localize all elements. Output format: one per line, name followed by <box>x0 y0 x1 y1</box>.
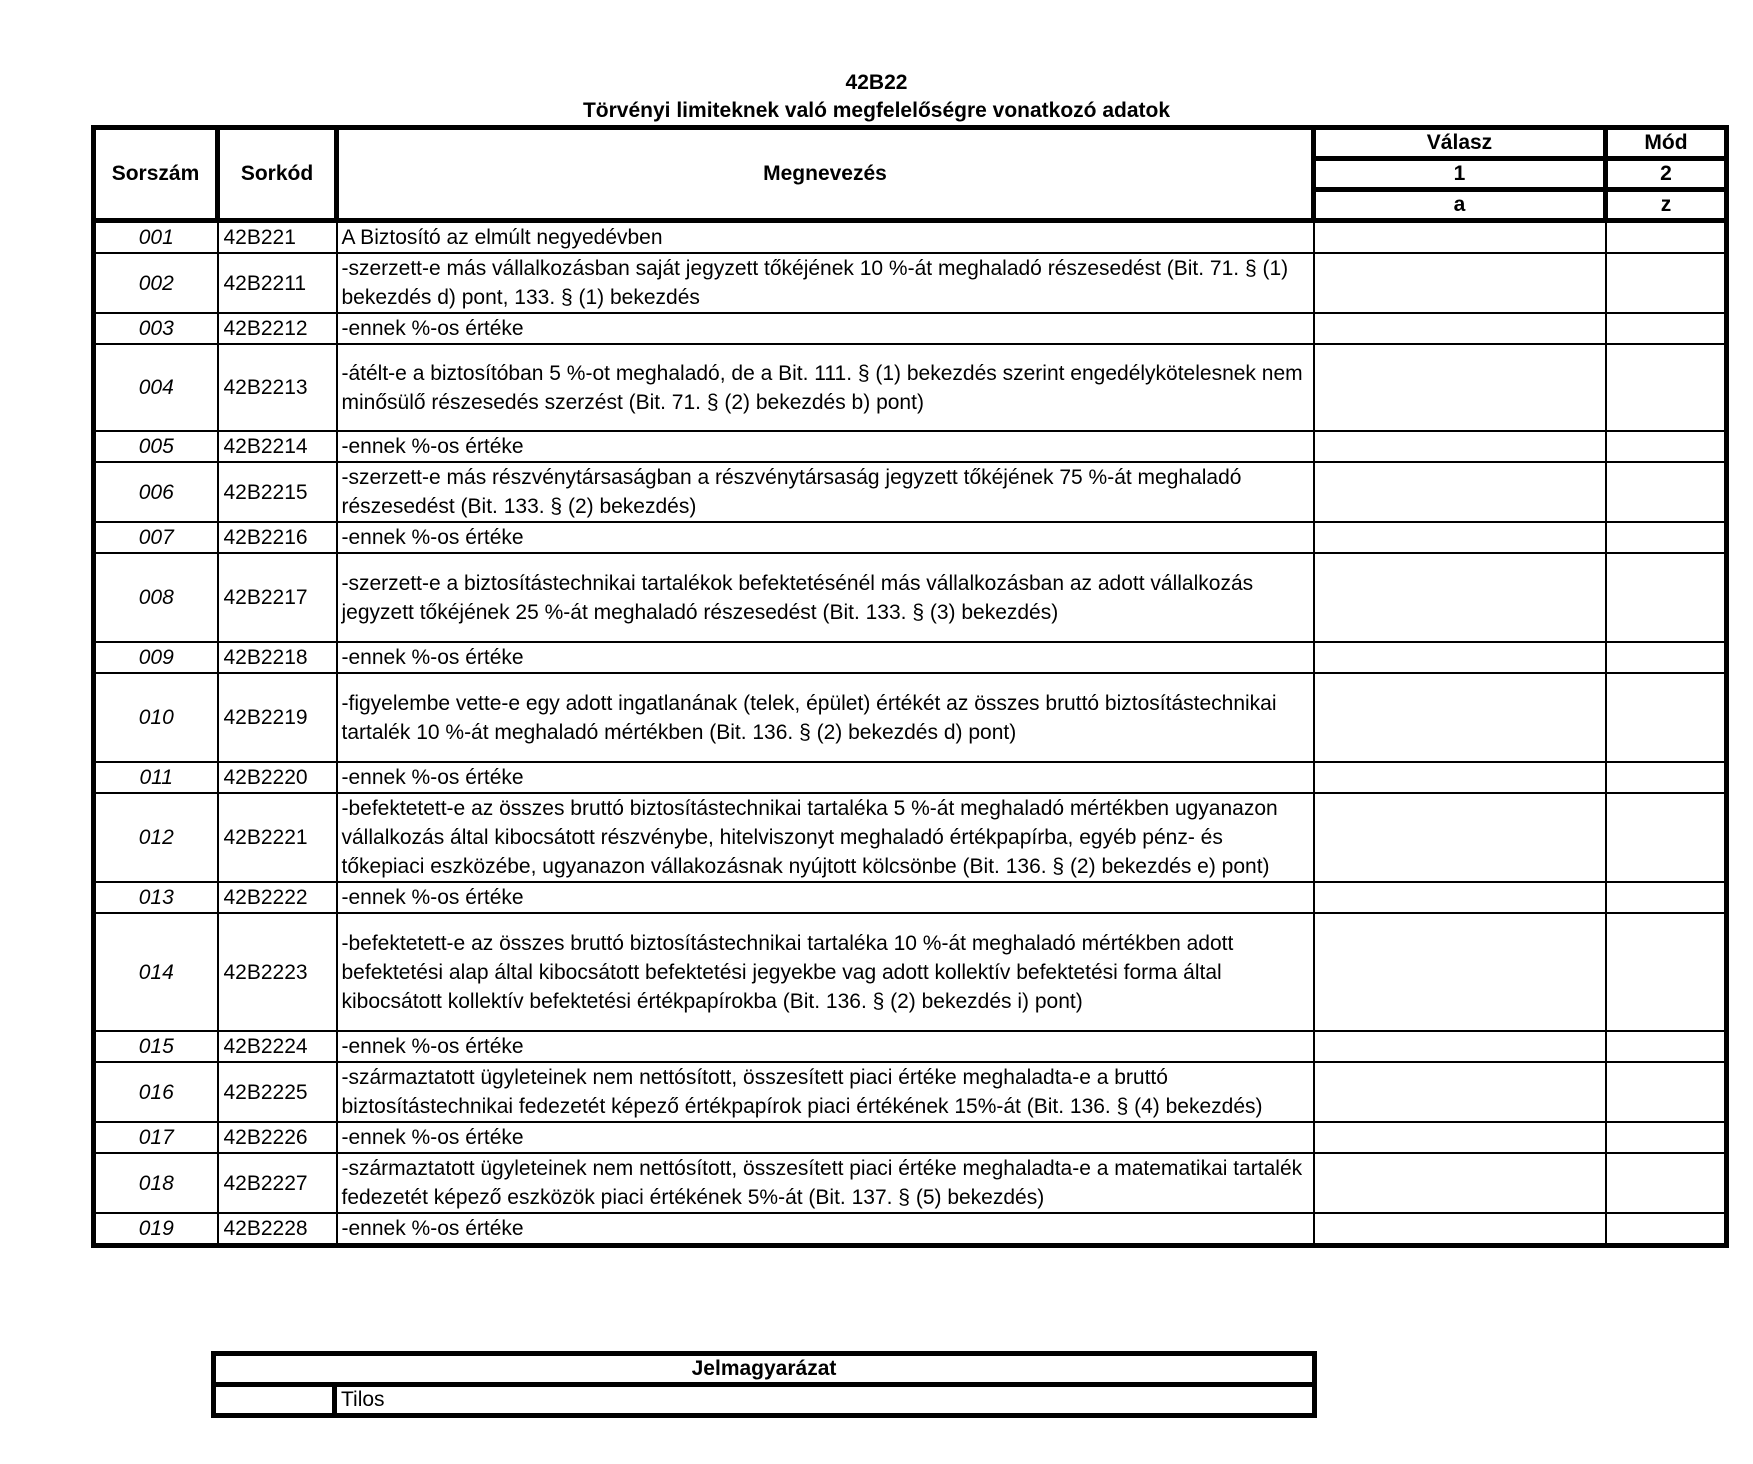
row-code: 42B2221 <box>218 793 337 882</box>
mode-cell[interactable] <box>1606 913 1727 1031</box>
row-description: -ennek %-os értéke <box>337 1122 1314 1153</box>
mode-cell[interactable] <box>1606 522 1727 553</box>
table-row <box>94 344 1727 431</box>
row-code: 42B2219 <box>218 673 337 762</box>
mode-cell[interactable] <box>1606 1153 1727 1213</box>
answer-cell[interactable] <box>1314 462 1606 522</box>
col-header-valasz-num: 1 <box>1314 159 1606 190</box>
row-code: 42B2215 <box>218 462 337 522</box>
answer-cell[interactable] <box>1314 1062 1606 1122</box>
row-code: 42B2222 <box>218 882 337 913</box>
answer-cell[interactable] <box>1314 1213 1606 1246</box>
row-number: 001 <box>94 221 218 254</box>
mode-cell[interactable] <box>1606 882 1727 913</box>
mode-cell[interactable] <box>1606 344 1727 431</box>
row-code: 42B2224 <box>218 1031 337 1062</box>
row-number: 003 <box>94 313 218 344</box>
col-header-valasz: Válasz <box>1314 128 1606 159</box>
col-header-sorszam: Sorszám <box>94 128 218 221</box>
col-header-megnevezes: Megnevezés <box>337 128 1314 221</box>
table-row <box>94 913 1727 1031</box>
mode-cell[interactable] <box>1606 553 1727 642</box>
answer-cell[interactable] <box>1314 313 1606 344</box>
mode-cell[interactable] <box>1606 793 1727 882</box>
table-row <box>94 642 1727 673</box>
row-description: -ennek %-os értéke <box>337 762 1314 793</box>
answer-cell[interactable] <box>1314 673 1606 762</box>
row-description: -figyelembe vette-e egy adott ingatlanának (telek, épület) értékét az összes bruttó biztosítástechnikai tartalék 10 %-át meghaladó mértékben (Bit. 136. § (2) bekezdés d) pont) <box>337 673 1314 762</box>
row-description: -ennek %-os értéke <box>337 642 1314 673</box>
row-number: 014 <box>94 913 218 1031</box>
row-code: 42B2211 <box>218 253 337 313</box>
row-code: 42B2213 <box>218 344 337 431</box>
mode-cell[interactable] <box>1606 642 1727 673</box>
row-number: 008 <box>94 553 218 642</box>
legend-swatch <box>214 1385 335 1416</box>
row-description: -befektetett-e az összes bruttó biztosítástechnikai tartaléka 5 %-át meghaladó mértékben ugyanazon vállalkozás által kibocsátott részvénybe, hitelviszonyt meghaladó értékpapírba, egyéb pénz- és tőkepiaci eszközébe, ugyanazon vállakozásnak nyújtott kölcsönbe (Bit. 136. § (2) bekezdés e) pont) <box>337 793 1314 882</box>
row-code: 42B2218 <box>218 642 337 673</box>
answer-cell[interactable] <box>1314 913 1606 1031</box>
row-code: 42B2216 <box>218 522 337 553</box>
form-code: 42B22 <box>845 71 908 94</box>
row-code: 42B2227 <box>218 1153 337 1213</box>
row-description: -szerzett-e más részvénytársaságban a részvénytársaság jegyzett tőkéjének 75 %-át meghaladó részesedést (Bit. 133. § (2) bekezdés) <box>337 462 1314 522</box>
row-description: -ennek %-os értéke <box>337 313 1314 344</box>
row-code: 42B2220 <box>218 762 337 793</box>
row-number: 005 <box>94 431 218 462</box>
answer-cell[interactable] <box>1314 522 1606 553</box>
answer-cell[interactable] <box>1314 431 1606 462</box>
row-number: 013 <box>94 882 218 913</box>
row-code: 42B2214 <box>218 431 337 462</box>
mode-cell[interactable] <box>1606 673 1727 762</box>
legend-table <box>211 1351 1317 1418</box>
answer-cell[interactable] <box>1314 1122 1606 1153</box>
mode-cell[interactable] <box>1606 1062 1727 1122</box>
row-number: 006 <box>94 462 218 522</box>
mode-cell[interactable] <box>1606 462 1727 522</box>
row-number: 004 <box>94 344 218 431</box>
table-row <box>94 882 1727 913</box>
legend-item-label: Tilos <box>335 1385 1315 1416</box>
table-row <box>94 313 1727 344</box>
form-title: Törvényi limiteknek való megfelelőségre vonatkozó adatok <box>582 99 1171 122</box>
row-number: 011 <box>94 762 218 793</box>
mode-cell[interactable] <box>1606 1213 1727 1246</box>
mode-cell[interactable] <box>1606 313 1727 344</box>
table-row <box>94 1122 1727 1153</box>
answer-cell[interactable] <box>1314 221 1606 254</box>
table-row <box>94 1062 1727 1122</box>
row-number: 019 <box>94 1213 218 1246</box>
mode-cell[interactable] <box>1606 762 1727 793</box>
row-code: 42B2228 <box>218 1213 337 1246</box>
row-description: -származtatott ügyleteinek nem nettósított, összesített piaci értéke meghaladta-e a bruttó biztosítástechnikai fedezetét képező értékpapírok piaci értékének 15%-át (Bit. 136. § (4) bekezdés) <box>337 1062 1314 1122</box>
table-row <box>94 1213 1727 1246</box>
row-description: -származtatott ügyleteinek nem nettósított, összesített piaci értéke meghaladta-e a matematikai tartalék fedezetét képező eszközök piaci értékének 5%-át (Bit. 137. § (5) bekezdés) <box>337 1153 1314 1213</box>
table-row <box>94 553 1727 642</box>
row-description: -átélt-e a biztosítóban 5 %-ot meghaladó, de a Bit. 111. § (1) bekezdés szerint engedélykötelesnek nem minősülő részesedés szerzést (Bit. 71. § (2) bekezdés b) pont) <box>337 344 1314 431</box>
answer-cell[interactable] <box>1314 344 1606 431</box>
row-number: 010 <box>94 673 218 762</box>
row-description: -szerzett-e más vállalkozásban saját jegyzett tőkéjének 10 %-át meghaladó részesedést (Bit. 71. § (1) bekezdés d) pont, 133. § (1) bekezdés <box>337 253 1314 313</box>
table-row <box>94 221 1727 254</box>
table-row <box>94 462 1727 522</box>
mode-cell[interactable] <box>1606 221 1727 254</box>
table-row <box>94 431 1727 462</box>
row-description: -ennek %-os értéke <box>337 882 1314 913</box>
table-row <box>94 253 1727 313</box>
answer-cell[interactable] <box>1314 642 1606 673</box>
table-row <box>94 793 1727 882</box>
row-number: 017 <box>94 1122 218 1153</box>
col-header-mod: Mód <box>1606 128 1727 159</box>
table-row <box>94 673 1727 762</box>
row-description: -szerzett-e a biztosítástechnikai tartalékok befektetésénél más vállalkozásban az adott vállalkozás jegyzett tőkéjének 25 %-át meghaladó részesedést (Bit. 133. § (3) bekezdés) <box>337 553 1314 642</box>
row-code: 42B2217 <box>218 553 337 642</box>
answer-cell[interactable] <box>1314 762 1606 793</box>
row-number: 012 <box>94 793 218 882</box>
col-header-mod-num: 2 <box>1606 159 1727 190</box>
col-header-valasz-letter: a <box>1314 190 1606 221</box>
row-code: 42B2212 <box>218 313 337 344</box>
row-description: -ennek %-os értéke <box>337 522 1314 553</box>
row-number: 016 <box>94 1062 218 1122</box>
row-number: 009 <box>94 642 218 673</box>
answer-cell[interactable] <box>1314 1031 1606 1062</box>
col-header-sorkod: Sorkód <box>218 128 337 221</box>
row-description: -ennek %-os értéke <box>337 1213 1314 1246</box>
table-row <box>94 1153 1727 1213</box>
answer-cell[interactable] <box>1314 253 1606 313</box>
row-description: -ennek %-os értéke <box>337 431 1314 462</box>
answer-cell[interactable] <box>1314 553 1606 642</box>
row-number: 007 <box>94 522 218 553</box>
row-code: 42B2225 <box>218 1062 337 1122</box>
row-code: 42B221 <box>218 221 337 254</box>
row-number: 002 <box>94 253 218 313</box>
legend-title: Jelmagyarázat <box>214 1354 1315 1385</box>
row-code: 42B2226 <box>218 1122 337 1153</box>
row-description: -befektetett-e az összes bruttó biztosítástechnikai tartaléka 10 %-át meghaladó mértékben adott befektetési alap által kibocsátott befektetési jegyekbe vag adott kollektív befektetési forma által kibocsátott kollektív befektetési értékpapírokba (Bit. 136. § (2) bekezdés i) pont) <box>337 913 1314 1031</box>
data-table <box>91 125 1729 1248</box>
table-row <box>94 522 1727 553</box>
row-description: A Biztosító az elmúlt negyedévben <box>337 221 1314 254</box>
table-row <box>94 1031 1727 1062</box>
answer-cell[interactable] <box>1314 1153 1606 1213</box>
row-number: 015 <box>94 1031 218 1062</box>
mode-cell[interactable] <box>1606 253 1727 313</box>
answer-cell[interactable] <box>1314 793 1606 882</box>
row-code: 42B2223 <box>218 913 337 1031</box>
col-header-mod-letter: z <box>1606 190 1727 221</box>
row-description: -ennek %-os értéke <box>337 1031 1314 1062</box>
table-row <box>94 762 1727 793</box>
row-number: 018 <box>94 1153 218 1213</box>
answer-cell[interactable] <box>1314 882 1606 913</box>
mode-cell[interactable] <box>1606 1122 1727 1153</box>
mode-cell[interactable] <box>1606 431 1727 462</box>
mode-cell[interactable] <box>1606 1031 1727 1062</box>
